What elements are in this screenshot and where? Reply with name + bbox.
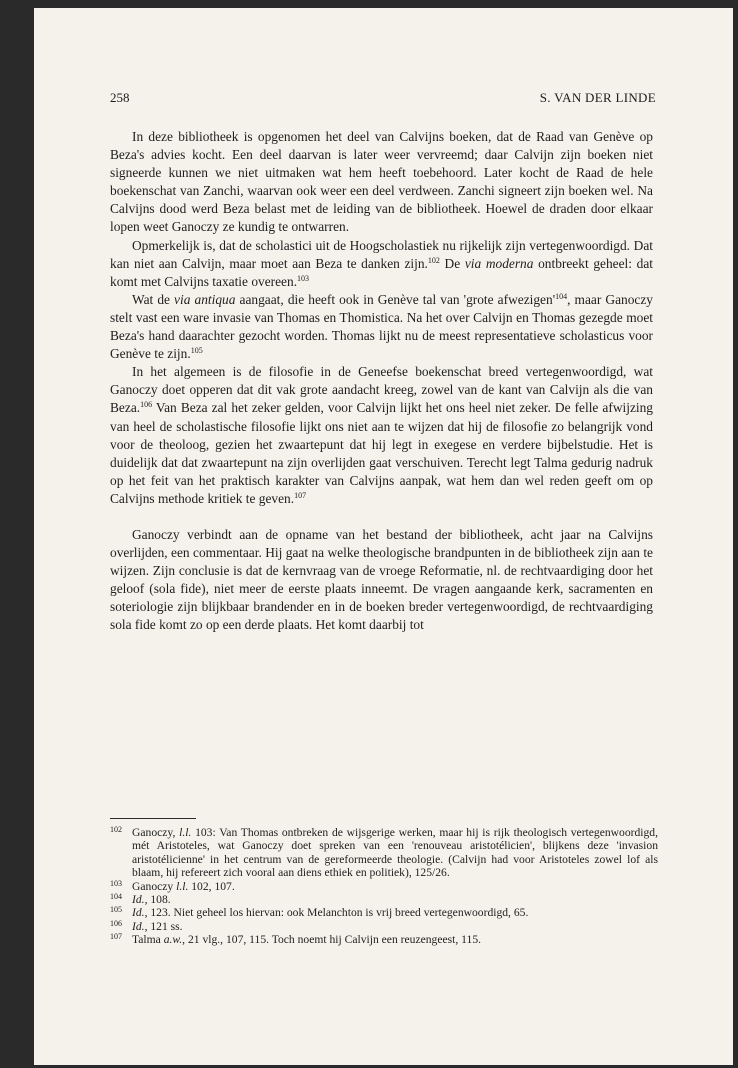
paragraph-4 xyxy=(110,363,653,508)
footnote-text-post: , 121 ss. xyxy=(144,919,183,933)
footnote-number: 102 xyxy=(110,825,122,834)
footnote-text-em: a.w. xyxy=(163,933,183,947)
footnote-text-post: 103: Van Thomas ontbreken de wijsgerige werken, maar hij is rijk theologisch vertegenwoordigd, mét Aristoteles, wat Ganoczy doet spreken van een 'renouveau aristotélicien', blijkens deze 'invasion aristotélicienne' in het centrum van de gereformeerde theologie. (Calvijn had voor Aristoteles zowel lof als blaam, hij refereert zich vooral aan diens ethiek en politiek), 125/26. xyxy=(132,826,659,880)
footnote-number: 105 xyxy=(110,905,122,915)
footnote-text xyxy=(132,880,658,893)
footnote-rule xyxy=(110,818,196,819)
footnote-number: 106 xyxy=(110,918,122,928)
footnote xyxy=(110,880,658,893)
footnote-text-em: Id. xyxy=(132,906,145,920)
footnote xyxy=(110,933,658,946)
footnote-text-post: , 108. xyxy=(144,893,171,907)
footnote-ref-105: 105 xyxy=(190,346,203,356)
footnote-text-em: Id. xyxy=(132,919,145,933)
paragraph-2-text-b: De xyxy=(439,255,465,271)
footnote-text xyxy=(132,826,658,880)
body-text xyxy=(110,128,653,635)
footnote xyxy=(110,906,658,919)
footnote-text-post: , 123. Niet geheel los hiervan: ook Melanchton is vrij breed vertegenwoordigd, 65. xyxy=(144,906,529,920)
footnote-text-pre: Ganoczy, xyxy=(132,826,180,839)
footnote-text-post: , 21 vlg., 107, 115. Toch noemt hij Calvijn een reuzengeest, 115. xyxy=(182,933,482,947)
footnotes xyxy=(110,826,658,947)
footnote-number: 103 xyxy=(110,878,122,888)
footnote-text xyxy=(132,893,658,906)
paragraph-3-emphasis: via antiqua xyxy=(174,291,236,307)
footnote-ref-107: 107 xyxy=(294,490,307,500)
page-number: 258 xyxy=(110,90,130,105)
paragraph-3-text-c: , maar Ganoczy stelt vast een ware invasie van Thomas en Thomistica. Na het over Calvijn en Thomas gezegde moet Beza's hand daarachter gezocht worden. Thomas lijkt nu de meest representatieve scholasticus voor Genève te zijn. xyxy=(110,291,653,362)
footnote-number: 104 xyxy=(110,892,122,902)
footnote-text-em: l.l. xyxy=(176,879,189,893)
footnote-number: 107 xyxy=(110,932,122,942)
paragraph-3-text-b: aangaat, die heeft ook in Genève tal van 'grote afwezigen' xyxy=(235,291,556,307)
footnote-text xyxy=(132,933,658,946)
footnote-text-em: Id. xyxy=(132,893,145,907)
paragraph-2-text-c: ontbreekt geheel: dat komt met Calvijns taxatie overeen. xyxy=(110,255,653,289)
running-head: S. VAN DER LINDE xyxy=(539,90,656,105)
footnote-ref-106: 106 xyxy=(140,400,153,410)
footnote-text xyxy=(132,920,658,933)
paragraph-3-text-a: Wat de xyxy=(132,291,175,307)
footnote xyxy=(110,893,658,906)
footnote xyxy=(110,920,658,933)
footnote-text-em: l.l. xyxy=(179,826,192,839)
footnote-text-pre: Talma xyxy=(132,933,164,947)
paragraph-3 xyxy=(110,291,653,363)
footnote-ref-103: 103 xyxy=(297,273,310,283)
footnote-text xyxy=(132,906,658,919)
footnote-ref-102: 102 xyxy=(427,255,440,265)
paragraph-4-text-b: Van Beza zal het zeker gelden, voor Calvijn lijkt het ons heel niet zeker. De felle afwijzing van heel de scholastische filosofie lijkt ons niet aan te wijzen dat hij de filosofie zo belangrijk vond voor de theoloog, gezien het zwaartepunt dat hij legt in exegese en verdere bijbelstudie. Het is duidelijk dat dat zwaartepunt na zijn overlijden gaat verschuiven. Terecht legt Talma gedurig nadruk op het feit van het praktisch karakter van Calvijns aanpak, wat hem dan wel reden geeft om op Calvijns methode kritiek te geven. xyxy=(110,400,653,506)
footnote-text-post: 102, 107. xyxy=(188,879,235,893)
paragraph-2 xyxy=(110,237,653,291)
paragraph-2-emphasis: via moderna xyxy=(464,255,534,271)
paragraph-4-text-a: In het algemeen is de filosofie in de Geneefse boekenschat breed vertegenwoordigd, wat Ganoczy doet opperen dat dit vak grote aandacht kreeg, zowel van de kant van Calvijn als die van Beza. xyxy=(110,364,653,416)
paragraph-5: Ganoczy verbindt aan de opname van het bestand der bibliotheek, acht jaar na Calvijns overlijden, een commentaar. Hij gaat na welke theologische brandpunten in de bibliotheek zijn aan te wijzen. Zijn conclusie is dat de kernvraag van de vroege Reformatie, nl. de rechtvaardiging door het geloof (sola fide), niet meer de eerste plaats inneemt. De vragen aangaande kerk, sacramenten en soteriologie zijn blijkbaar brandender en in de boeken breder vertegenwoordigd, de rechtvaardiging sola fide komt zo op een derde plaats. Het komt daarbij tot xyxy=(110,526,653,633)
paragraph-2-text-a: Opmerkelijk is, dat de scholastici uit de Hoogscholastiek nu rijkelijk zijn vertegenwoordigd. Dat kan niet aan Calvijn, maar moet aan Beza te danken zijn. xyxy=(110,237,653,271)
paragraph-1: In deze bibliotheek is opgenomen het deel van Calvijns boeken, dat de Raad van Genève op Beza's advies kocht. Een deel daarvan is later weer vervreemd; daar Calvijn zijn boeken niet signeerde kunnen we niet uitmaken wat hem heeft toebehoord. Later kocht de Raad de hele boekenschat van Zanchi, waarvan ook weer een deel verdween. Zanchi signeert zijn boeken wel. Na Calvijns dood werd Beza belast met de leiding van de bibliotheek. Hoewel de draden door elkaar lopen weet Ganoczy ze kundig te ontwarren. xyxy=(110,129,653,235)
footnote-text-pre: Ganoczy xyxy=(132,879,177,893)
footnote-ref-104: 104 xyxy=(555,291,568,301)
footnote xyxy=(110,826,658,880)
